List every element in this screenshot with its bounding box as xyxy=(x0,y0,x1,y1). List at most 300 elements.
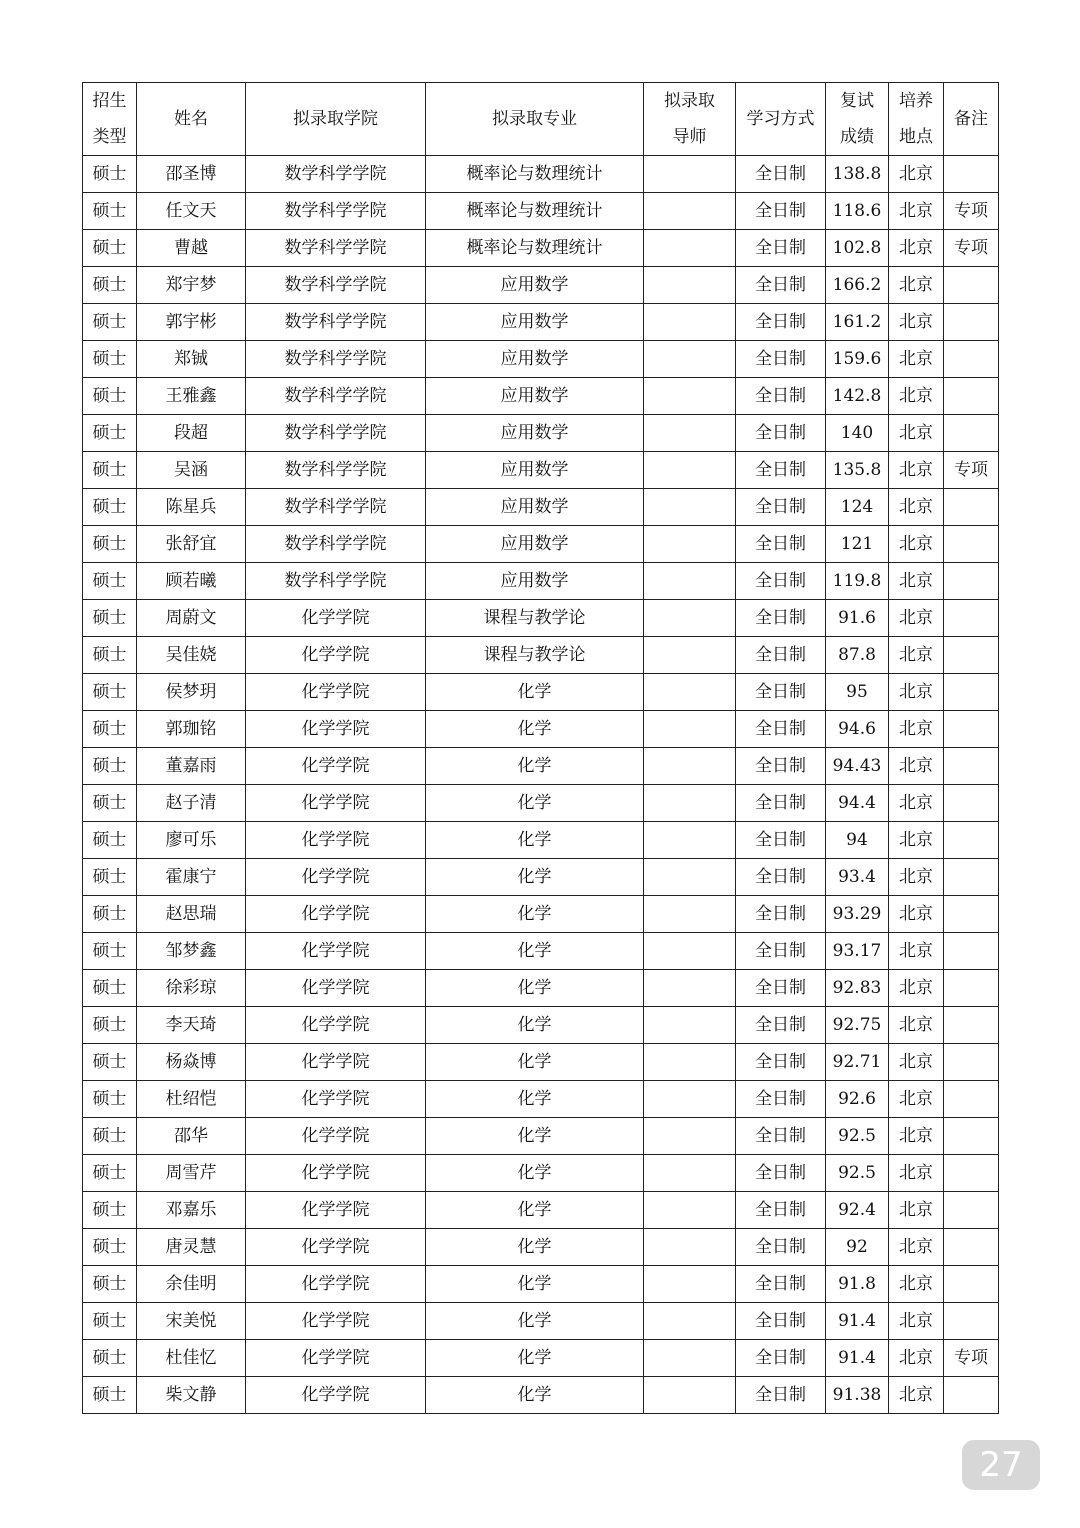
cell-mode: 全日制 xyxy=(736,452,826,489)
cell-major: 课程与教学论 xyxy=(426,637,644,674)
cell-mode: 全日制 xyxy=(736,526,826,563)
cell-mode: 全日制 xyxy=(736,230,826,267)
cell-score: 93.4 xyxy=(826,859,889,896)
cell-name: 段超 xyxy=(137,415,246,452)
cell-name: 周蔚文 xyxy=(137,600,246,637)
cell-college: 数学科学学院 xyxy=(246,341,426,378)
cell-advisor xyxy=(644,896,736,933)
cell-major: 应用数学 xyxy=(426,341,644,378)
cell-college: 数学科学学院 xyxy=(246,526,426,563)
cell-mode: 全日制 xyxy=(736,822,826,859)
cell-major: 化学 xyxy=(426,1340,644,1377)
cell-note xyxy=(944,785,999,822)
cell-type: 硕士 xyxy=(83,341,137,378)
cell-type: 硕士 xyxy=(83,452,137,489)
cell-location: 北京 xyxy=(889,1377,944,1414)
table-row xyxy=(83,1192,999,1229)
cell-major: 化学 xyxy=(426,1081,644,1118)
cell-mode: 全日制 xyxy=(736,341,826,378)
cell-advisor xyxy=(644,1266,736,1303)
cell-note xyxy=(944,156,999,193)
table-row xyxy=(83,785,999,822)
cell-college: 化学学院 xyxy=(246,1192,426,1229)
cell-note xyxy=(944,1266,999,1303)
cell-location: 北京 xyxy=(889,1081,944,1118)
cell-name: 邵圣博 xyxy=(137,156,246,193)
cell-name: 任文天 xyxy=(137,193,246,230)
table-row xyxy=(83,489,999,526)
cell-college: 数学科学学院 xyxy=(246,452,426,489)
cell-location: 北京 xyxy=(889,230,944,267)
cell-college: 化学学院 xyxy=(246,1118,426,1155)
cell-score: 94 xyxy=(826,822,889,859)
cell-college: 化学学院 xyxy=(246,1081,426,1118)
cell-type: 硕士 xyxy=(83,970,137,1007)
cell-mode: 全日制 xyxy=(736,1340,826,1377)
cell-mode: 全日制 xyxy=(736,1007,826,1044)
cell-note: 专项 xyxy=(944,452,999,489)
cell-advisor xyxy=(644,859,736,896)
cell-score: 92.5 xyxy=(826,1155,889,1192)
cell-advisor xyxy=(644,526,736,563)
cell-major: 应用数学 xyxy=(426,563,644,600)
cell-advisor xyxy=(644,563,736,600)
table-row xyxy=(83,156,999,193)
cell-advisor xyxy=(644,230,736,267)
cell-advisor xyxy=(644,1044,736,1081)
table-row xyxy=(83,970,999,1007)
table-row xyxy=(83,193,999,230)
cell-advisor xyxy=(644,970,736,1007)
cell-mode: 全日制 xyxy=(736,600,826,637)
cell-score: 92 xyxy=(826,1229,889,1266)
cell-mode: 全日制 xyxy=(736,748,826,785)
cell-college: 数学科学学院 xyxy=(246,267,426,304)
cell-location: 北京 xyxy=(889,748,944,785)
cell-type: 硕士 xyxy=(83,156,137,193)
cell-college: 化学学院 xyxy=(246,748,426,785)
cell-note xyxy=(944,822,999,859)
table-row xyxy=(83,1044,999,1081)
cell-score: 94.6 xyxy=(826,711,889,748)
cell-note: 专项 xyxy=(944,1340,999,1377)
cell-major: 应用数学 xyxy=(426,415,644,452)
cell-advisor xyxy=(644,1377,736,1414)
cell-score: 92.75 xyxy=(826,1007,889,1044)
cell-college: 化学学院 xyxy=(246,1044,426,1081)
cell-type: 硕士 xyxy=(83,896,137,933)
cell-score: 92.6 xyxy=(826,1081,889,1118)
cell-advisor xyxy=(644,933,736,970)
cell-mode: 全日制 xyxy=(736,1229,826,1266)
cell-mode: 全日制 xyxy=(736,156,826,193)
cell-mode: 全日制 xyxy=(736,1377,826,1414)
cell-major: 化学 xyxy=(426,1007,644,1044)
cell-note xyxy=(944,933,999,970)
cell-mode: 全日制 xyxy=(736,193,826,230)
cell-major: 化学 xyxy=(426,970,644,1007)
header-type: 招生 类型 xyxy=(83,83,137,156)
cell-major: 应用数学 xyxy=(426,489,644,526)
cell-college: 化学学院 xyxy=(246,1340,426,1377)
table-row xyxy=(83,822,999,859)
cell-major: 化学 xyxy=(426,822,644,859)
cell-mode: 全日制 xyxy=(736,1155,826,1192)
cell-note xyxy=(944,970,999,1007)
cell-score: 87.8 xyxy=(826,637,889,674)
cell-mode: 全日制 xyxy=(736,1303,826,1340)
cell-score: 95 xyxy=(826,674,889,711)
cell-type: 硕士 xyxy=(83,1007,137,1044)
cell-note xyxy=(944,674,999,711)
cell-score: 135.8 xyxy=(826,452,889,489)
cell-mode: 全日制 xyxy=(736,304,826,341)
table-row xyxy=(83,1007,999,1044)
cell-name: 郑铖 xyxy=(137,341,246,378)
cell-score: 138.8 xyxy=(826,156,889,193)
cell-type: 硕士 xyxy=(83,674,137,711)
cell-type: 硕士 xyxy=(83,304,137,341)
cell-major: 概率论与数理统计 xyxy=(426,156,644,193)
cell-college: 化学学院 xyxy=(246,674,426,711)
table-row xyxy=(83,415,999,452)
cell-type: 硕士 xyxy=(83,600,137,637)
cell-name: 侯梦玥 xyxy=(137,674,246,711)
cell-location: 北京 xyxy=(889,637,944,674)
cell-mode: 全日制 xyxy=(736,896,826,933)
cell-type: 硕士 xyxy=(83,1155,137,1192)
cell-note xyxy=(944,378,999,415)
cell-location: 北京 xyxy=(889,304,944,341)
cell-note xyxy=(944,415,999,452)
cell-major: 应用数学 xyxy=(426,378,644,415)
cell-mode: 全日制 xyxy=(736,489,826,526)
cell-note xyxy=(944,637,999,674)
cell-note xyxy=(944,1081,999,1118)
table-row xyxy=(83,267,999,304)
cell-mode: 全日制 xyxy=(736,637,826,674)
table-row xyxy=(83,1266,999,1303)
cell-location: 北京 xyxy=(889,1007,944,1044)
cell-advisor xyxy=(644,489,736,526)
cell-type: 硕士 xyxy=(83,415,137,452)
cell-advisor xyxy=(644,415,736,452)
cell-type: 硕士 xyxy=(83,1192,137,1229)
cell-score: 91.6 xyxy=(826,600,889,637)
cell-note xyxy=(944,304,999,341)
cell-note xyxy=(944,1377,999,1414)
cell-name: 周雪芹 xyxy=(137,1155,246,1192)
cell-advisor xyxy=(644,267,736,304)
cell-type: 硕士 xyxy=(83,230,137,267)
cell-location: 北京 xyxy=(889,674,944,711)
page-number: 27 xyxy=(962,1440,1040,1490)
cell-location: 北京 xyxy=(889,1340,944,1377)
cell-type: 硕士 xyxy=(83,1266,137,1303)
table-row xyxy=(83,304,999,341)
cell-name: 徐彩琼 xyxy=(137,970,246,1007)
cell-type: 硕士 xyxy=(83,748,137,785)
admission-table xyxy=(82,82,999,1414)
cell-type: 硕士 xyxy=(83,711,137,748)
cell-advisor xyxy=(644,748,736,785)
cell-type: 硕士 xyxy=(83,859,137,896)
cell-location: 北京 xyxy=(889,563,944,600)
cell-note: 专项 xyxy=(944,193,999,230)
cell-note xyxy=(944,526,999,563)
cell-college: 化学学院 xyxy=(246,711,426,748)
cell-type: 硕士 xyxy=(83,489,137,526)
cell-major: 化学 xyxy=(426,1044,644,1081)
cell-score: 118.6 xyxy=(826,193,889,230)
cell-location: 北京 xyxy=(889,711,944,748)
header-name: 姓名 xyxy=(137,83,246,156)
cell-major: 化学 xyxy=(426,1377,644,1414)
cell-score: 161.2 xyxy=(826,304,889,341)
header-location: 培养 地点 xyxy=(889,83,944,156)
cell-major: 化学 xyxy=(426,785,644,822)
cell-name: 董嘉雨 xyxy=(137,748,246,785)
cell-type: 硕士 xyxy=(83,1377,137,1414)
cell-location: 北京 xyxy=(889,896,944,933)
table-row xyxy=(83,637,999,674)
table-row xyxy=(83,1081,999,1118)
cell-name: 廖可乐 xyxy=(137,822,246,859)
cell-name: 郑宇梦 xyxy=(137,267,246,304)
cell-score: 92.83 xyxy=(826,970,889,1007)
cell-location: 北京 xyxy=(889,1044,944,1081)
cell-major: 化学 xyxy=(426,933,644,970)
cell-college: 数学科学学院 xyxy=(246,193,426,230)
cell-major: 化学 xyxy=(426,1229,644,1266)
cell-score: 124 xyxy=(826,489,889,526)
cell-score: 140 xyxy=(826,415,889,452)
cell-name: 吴涵 xyxy=(137,452,246,489)
cell-name: 邹梦鑫 xyxy=(137,933,246,970)
cell-advisor xyxy=(644,341,736,378)
cell-type: 硕士 xyxy=(83,785,137,822)
cell-name: 顾若曦 xyxy=(137,563,246,600)
cell-advisor xyxy=(644,1340,736,1377)
cell-advisor xyxy=(644,378,736,415)
cell-note xyxy=(944,489,999,526)
cell-type: 硕士 xyxy=(83,526,137,563)
cell-name: 张舒宜 xyxy=(137,526,246,563)
cell-note xyxy=(944,748,999,785)
cell-advisor xyxy=(644,637,736,674)
cell-note xyxy=(944,600,999,637)
table-row xyxy=(83,1118,999,1155)
cell-note: 专项 xyxy=(944,230,999,267)
cell-score: 91.38 xyxy=(826,1377,889,1414)
cell-note xyxy=(944,341,999,378)
cell-note xyxy=(944,1192,999,1229)
cell-location: 北京 xyxy=(889,193,944,230)
cell-name: 赵思瑞 xyxy=(137,896,246,933)
cell-score: 91.4 xyxy=(826,1303,889,1340)
table-row xyxy=(83,1377,999,1414)
header-college: 拟录取学院 xyxy=(246,83,426,156)
cell-note xyxy=(944,563,999,600)
cell-major: 概率论与数理统计 xyxy=(426,193,644,230)
header-note: 备注 xyxy=(944,83,999,156)
cell-advisor xyxy=(644,1192,736,1229)
cell-advisor xyxy=(644,711,736,748)
cell-name: 吴佳娆 xyxy=(137,637,246,674)
cell-name: 杜绍恺 xyxy=(137,1081,246,1118)
cell-location: 北京 xyxy=(889,859,944,896)
cell-name: 杨焱博 xyxy=(137,1044,246,1081)
cell-location: 北京 xyxy=(889,526,944,563)
cell-major: 化学 xyxy=(426,674,644,711)
cell-college: 数学科学学院 xyxy=(246,489,426,526)
table-header-row xyxy=(83,83,999,156)
cell-advisor xyxy=(644,1229,736,1266)
cell-score: 142.8 xyxy=(826,378,889,415)
cell-name: 杜佳忆 xyxy=(137,1340,246,1377)
cell-name: 郭宇彬 xyxy=(137,304,246,341)
cell-type: 硕士 xyxy=(83,1118,137,1155)
cell-score: 159.6 xyxy=(826,341,889,378)
cell-location: 北京 xyxy=(889,341,944,378)
table-row xyxy=(83,1303,999,1340)
cell-location: 北京 xyxy=(889,156,944,193)
cell-advisor xyxy=(644,193,736,230)
cell-name: 柴文静 xyxy=(137,1377,246,1414)
cell-score: 102.8 xyxy=(826,230,889,267)
cell-mode: 全日制 xyxy=(736,1081,826,1118)
cell-note xyxy=(944,1044,999,1081)
cell-location: 北京 xyxy=(889,452,944,489)
table-row xyxy=(83,933,999,970)
cell-mode: 全日制 xyxy=(736,970,826,1007)
cell-location: 北京 xyxy=(889,415,944,452)
cell-mode: 全日制 xyxy=(736,785,826,822)
cell-location: 北京 xyxy=(889,785,944,822)
cell-advisor xyxy=(644,1081,736,1118)
table-row xyxy=(83,526,999,563)
cell-name: 唐灵慧 xyxy=(137,1229,246,1266)
cell-score: 94.43 xyxy=(826,748,889,785)
cell-location: 北京 xyxy=(889,1303,944,1340)
cell-location: 北京 xyxy=(889,1229,944,1266)
cell-major: 应用数学 xyxy=(426,452,644,489)
cell-mode: 全日制 xyxy=(736,859,826,896)
cell-college: 化学学院 xyxy=(246,1377,426,1414)
cell-mode: 全日制 xyxy=(736,415,826,452)
cell-mode: 全日制 xyxy=(736,563,826,600)
cell-location: 北京 xyxy=(889,970,944,1007)
cell-college: 化学学院 xyxy=(246,896,426,933)
cell-score: 93.17 xyxy=(826,933,889,970)
table-row xyxy=(83,600,999,637)
cell-type: 硕士 xyxy=(83,1229,137,1266)
cell-location: 北京 xyxy=(889,378,944,415)
cell-major: 应用数学 xyxy=(426,304,644,341)
cell-note xyxy=(944,1118,999,1155)
cell-advisor xyxy=(644,600,736,637)
cell-college: 化学学院 xyxy=(246,822,426,859)
cell-major: 化学 xyxy=(426,748,644,785)
cell-college: 化学学院 xyxy=(246,1007,426,1044)
cell-mode: 全日制 xyxy=(736,1044,826,1081)
cell-major: 应用数学 xyxy=(426,267,644,304)
table-row xyxy=(83,1229,999,1266)
cell-advisor xyxy=(644,785,736,822)
cell-college: 化学学院 xyxy=(246,859,426,896)
cell-type: 硕士 xyxy=(83,1303,137,1340)
cell-location: 北京 xyxy=(889,600,944,637)
cell-mode: 全日制 xyxy=(736,711,826,748)
cell-college: 数学科学学院 xyxy=(246,563,426,600)
cell-score: 121 xyxy=(826,526,889,563)
header-score: 复试 成绩 xyxy=(826,83,889,156)
cell-score: 92.4 xyxy=(826,1192,889,1229)
cell-advisor xyxy=(644,674,736,711)
table-row xyxy=(83,230,999,267)
cell-advisor xyxy=(644,156,736,193)
header-advisor: 拟录取 导师 xyxy=(644,83,736,156)
cell-college: 化学学院 xyxy=(246,600,426,637)
cell-name: 赵子清 xyxy=(137,785,246,822)
cell-score: 93.29 xyxy=(826,896,889,933)
cell-note xyxy=(944,1155,999,1192)
cell-advisor xyxy=(644,304,736,341)
cell-location: 北京 xyxy=(889,933,944,970)
cell-name: 邓嘉乐 xyxy=(137,1192,246,1229)
cell-mode: 全日制 xyxy=(736,933,826,970)
cell-name: 陈星兵 xyxy=(137,489,246,526)
cell-type: 硕士 xyxy=(83,933,137,970)
cell-major: 化学 xyxy=(426,1118,644,1155)
header-mode: 学习方式 xyxy=(736,83,826,156)
table-row xyxy=(83,674,999,711)
cell-mode: 全日制 xyxy=(736,1266,826,1303)
table-row xyxy=(83,563,999,600)
cell-major: 概率论与数理统计 xyxy=(426,230,644,267)
cell-advisor xyxy=(644,1303,736,1340)
cell-college: 数学科学学院 xyxy=(246,156,426,193)
cell-type: 硕士 xyxy=(83,1340,137,1377)
cell-name: 李天琦 xyxy=(137,1007,246,1044)
cell-type: 硕士 xyxy=(83,563,137,600)
cell-college: 化学学院 xyxy=(246,1155,426,1192)
cell-college: 化学学院 xyxy=(246,933,426,970)
cell-location: 北京 xyxy=(889,1266,944,1303)
cell-mode: 全日制 xyxy=(736,674,826,711)
cell-type: 硕士 xyxy=(83,378,137,415)
cell-type: 硕士 xyxy=(83,637,137,674)
table-row xyxy=(83,859,999,896)
cell-major: 化学 xyxy=(426,711,644,748)
cell-note xyxy=(944,859,999,896)
cell-college: 数学科学学院 xyxy=(246,304,426,341)
table-row xyxy=(83,711,999,748)
cell-name: 余佳明 xyxy=(137,1266,246,1303)
cell-location: 北京 xyxy=(889,1192,944,1229)
cell-type: 硕士 xyxy=(83,1044,137,1081)
cell-name: 霍康宁 xyxy=(137,859,246,896)
cell-major: 课程与教学论 xyxy=(426,600,644,637)
cell-score: 119.8 xyxy=(826,563,889,600)
cell-college: 化学学院 xyxy=(246,785,426,822)
cell-name: 王雅鑫 xyxy=(137,378,246,415)
cell-name: 邵华 xyxy=(137,1118,246,1155)
cell-major: 化学 xyxy=(426,1266,644,1303)
cell-advisor xyxy=(644,1155,736,1192)
cell-type: 硕士 xyxy=(83,1081,137,1118)
table-row xyxy=(83,748,999,785)
